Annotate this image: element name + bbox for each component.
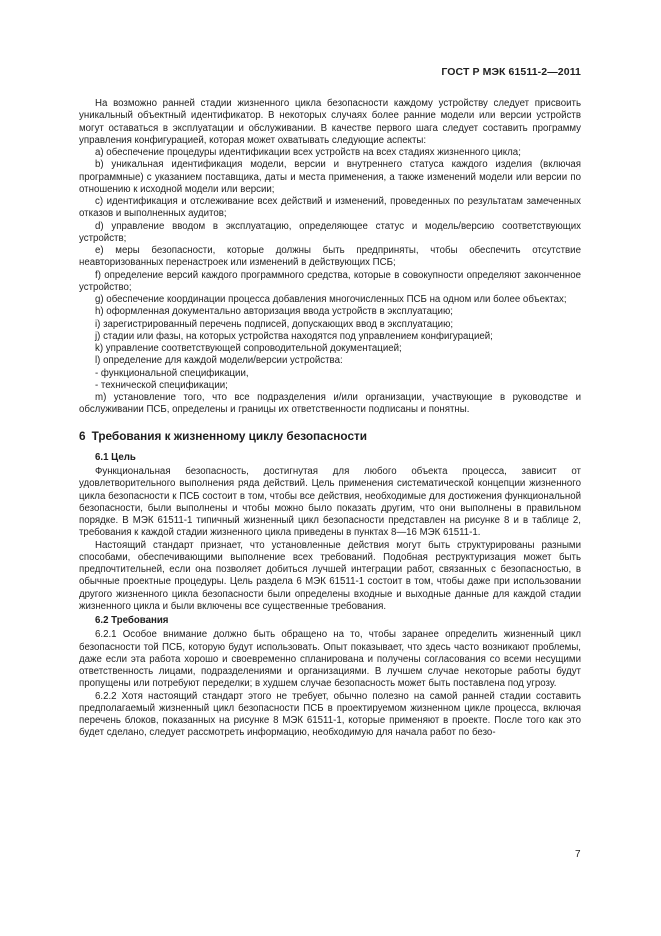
list-item: i) зарегистрированный перечень подписей, допускающих ввод в эксплуатацию; — [95, 318, 454, 330]
paragraph: 6.2.1 Особое внимание должно быть обращено на то, чтобы заранее определить жизненный цикл безопасности той ПСБ, которую будут использовать. Опыт показывает, что здесь часто возникают проблемы, даже если эта работа хорошо и своевременно спланирована и получены согласования со всеми несущими ответственность лицами, подразделениями и организациями. В лучшем случае некоторые работы будут пропущены или потребуют переделки; в худшем случае безопасность может быть поставлена под угрозу. — [79, 629, 581, 690]
aspects-list — [79, 147, 581, 417]
list-item: l) определение для каждой модели/версии устройства: — [95, 355, 343, 367]
document-header: ГОСТ Р МЭК 61511-2—2011 — [441, 66, 581, 78]
list-item: e) меры безопасности, которые должны быть предприняты, чтобы обеспечить отсутствие неавторизованных перенастроек или изменений в действующих ПСБ; — [79, 245, 581, 269]
subsection-heading-6-2: 6.2 Требования — [95, 615, 169, 626]
list-item: b) уникальная идентификация модели, версии и внутреннего статуса каждого изделия (включая программные) с указанием поставщика, даты и места применения, а также изменений модели или версии по отношению к исходной модели или версии; — [79, 159, 581, 195]
list-item: m) установление того, что все подразделения и/или организации, участвующие в руководстве и обслуживании ПСБ, определены и границы их ответственности подписаны и понятны. — [79, 392, 581, 416]
list-item: - функциональной спецификации, — [95, 367, 249, 379]
list-item: c) идентификация и отслеживание всех действий и изменений, проведенных по результатам замеченных отказов и выполненных аудитов; — [79, 196, 581, 220]
list-item: g) обеспечение координации процесса добавления многочисленных ПСБ на одном или более объектах; — [95, 294, 567, 305]
list-item: k) управление соответствующей сопроводительной документацией; — [95, 343, 402, 354]
paragraph: Функциональная безопасность, достигнутая для любого объекта процесса, зависит от удовлетворительного выполнения ряда действий. Цель применения систематической концепции жизненного цикла безопасности к ПСБ состоит в том, чтобы все действия, необходимые для достижения функциональной безопасности, были выполнены и чтобы можно было показать другим, что они выполнены в правильном порядке. В МЭК 61511-1 типичный жизненный цикл безопасности представлен на рисунке 8 и в таблице 2, требования к каждой стадии жизненного цикла приведены в пунктах 8—16 МЭК 61511-1. — [79, 466, 581, 539]
intro-paragraph: На возможно ранней стадии жизненного цикла безопасности каждому устройству следует присвоить уникальный объектный идентификатор. В некоторых случаях более ранние модели или версии устройств могут оставаться в эксплуатации и обслуживании. В качестве первого шага следует составить программу управления конфигурацией, которая может охватывать следующие аспекты: — [79, 98, 581, 146]
section-heading — [79, 430, 581, 442]
list-item: h) оформленная документально авторизация ввода устройств в эксплуатацию; — [95, 306, 453, 318]
page-content — [79, 98, 581, 740]
section-number: 6 — [79, 428, 86, 443]
paragraph: Настоящий стандарт признает, что установленные действия могут быть структурированы разными способами, обеспечивающими выполнение всех требований. Подобная реструктуризация может быть предпочтительней, если она позволяет добиться лучшей интеграции работ, связанных с безопасностью, в обычные проектные процедуры. Цель раздела 6 МЭК 61511-1 состоит в том, чтобы даже при использовании другого жизненного цикла безопасности были определены входные и выходные данные для каждой стадии жизненного цикла и были включены все существенные требования. — [79, 539, 581, 612]
section-title: Требования к жизненному циклу безопасности — [91, 428, 368, 443]
page-number: 7 — [575, 849, 581, 860]
subsection-heading-6-1: 6.1 Цель — [95, 451, 136, 463]
list-item: d) управление вводом в эксплуатацию, определяющее статус и модель/версию соответствующих устройств; — [79, 220, 581, 244]
list-item: a) обеспечение процедуры идентификации всех устройств на всех стадиях жизненного цикла; — [95, 147, 521, 158]
paragraph: 6.2.2 Хотя настоящий стандарт этого не требует, обычно полезно на самой ранней стадии составить предполагаемый жизненный цикл безопасности ПСБ в проектируемом жизненном цикле процесса, включая перечень блоков, показанных на рисунке 8 МЭК 61511-1, которые применяют в проекте. После того как это будет сделано, следует рассмотреть информацию, необходимую для начала работ по безо- — [79, 690, 581, 739]
list-item: - технической спецификации; — [95, 379, 228, 391]
list-item: f) определение версий каждого программного средства, которые в совокупности определяют законченное устройство; — [79, 269, 581, 293]
list-item: j) стадии или фазы, на которых устройства находятся под управлением конфигурацией; — [95, 330, 493, 342]
